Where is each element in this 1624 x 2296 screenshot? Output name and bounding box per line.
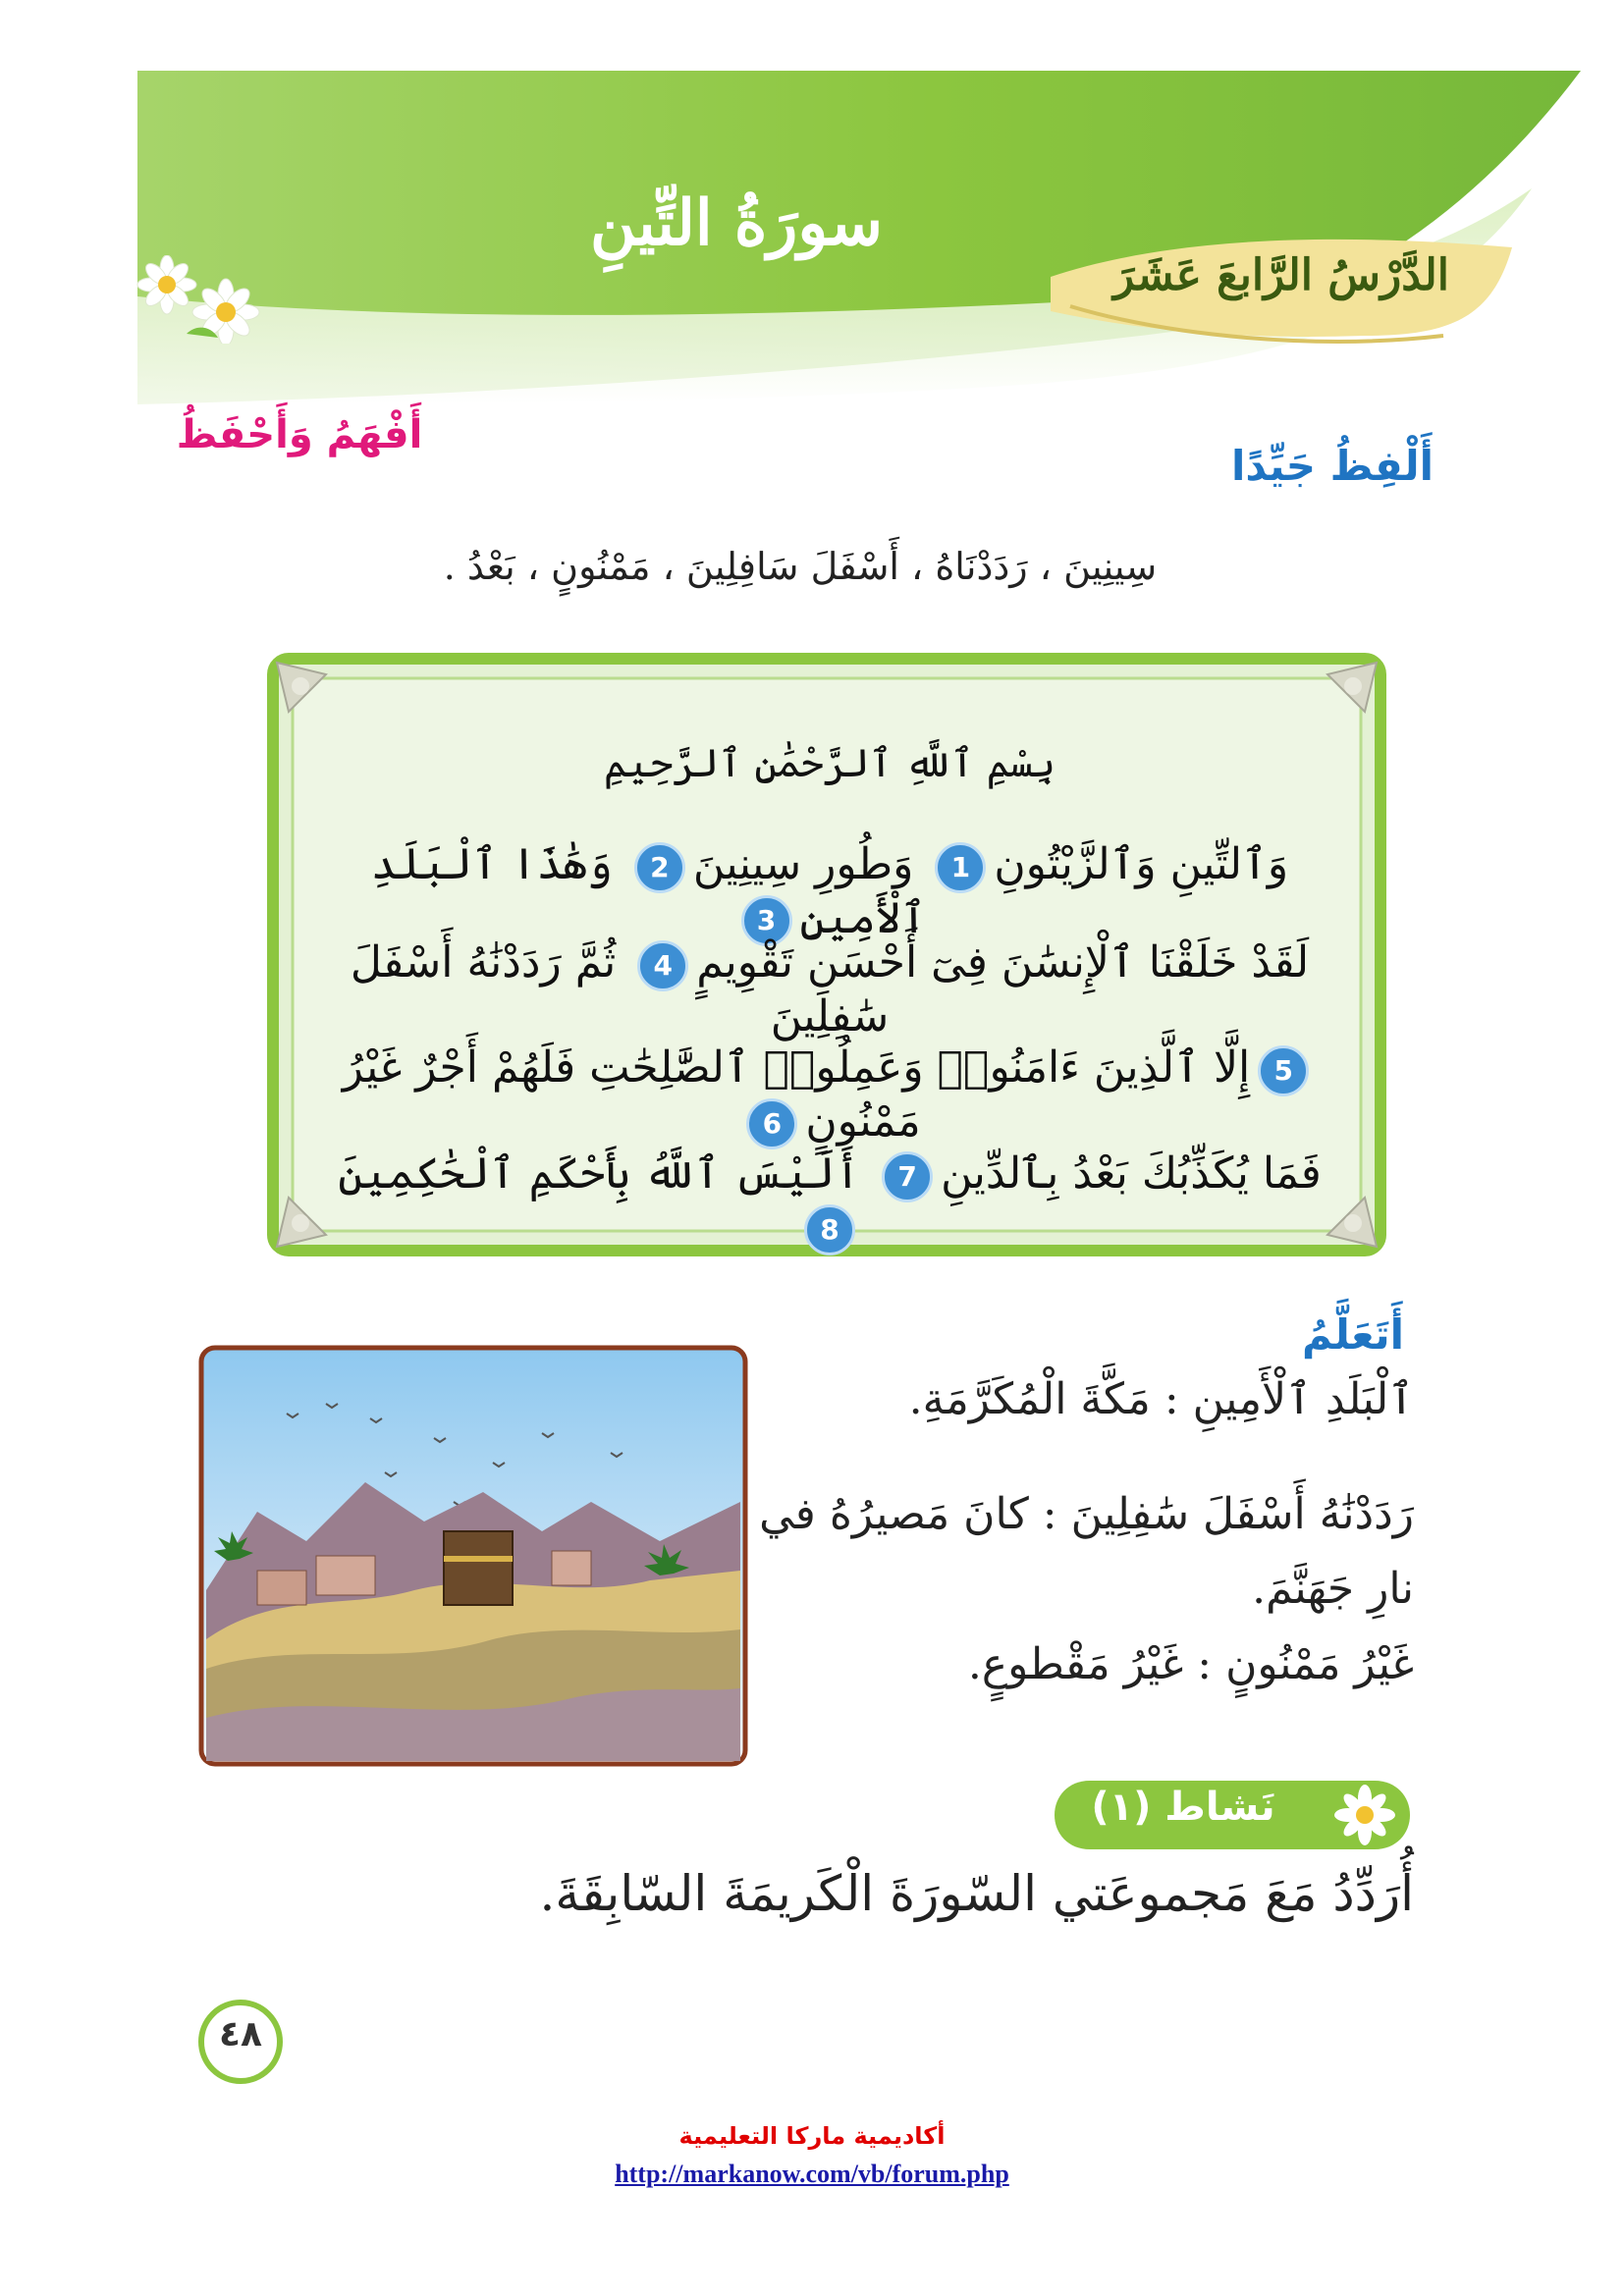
footer-link[interactable]: http://markanow.com/vb/forum.php: [615, 2160, 1009, 2188]
verse-number: 2: [634, 842, 685, 893]
section-pronounce-well: أَلْفِظُ جَيِّدًا: [1230, 442, 1434, 490]
verse-text: إِلَّا ٱلَّذِينَ ءَامَنُوا۟ وَعَمِلُوا۟ ٱلصَّٰلِحَٰتِ فَلَهُمْ أَجْرٌ غَيْرُ مَمْنُونٍ: [342, 1042, 1251, 1147]
basmala: بِسْمِ ٱللَّهِ ٱلرَّحْمَٰنِ ٱلرَّحِيمِ: [603, 741, 1056, 786]
verse-line: [334, 937, 1326, 1041]
definition-2: رَدَدْنَٰهُ أَسْفَلَ سَٰفِلِينَ : كانَ مَصيرُهُ في نارِ جَهَنَّمَ.: [759, 1489, 1414, 1614]
verse-number: 4: [637, 940, 688, 991]
surah-title: سورَةُ التِّينِ: [589, 187, 884, 260]
verse-number: 6: [746, 1098, 797, 1149]
pronounce-words: سِينِينَ ، رَدَدْنَاهُ ، أَسْفَلَ سَافِلِينَ ، مَمْنُونٍ ، بَعْدُ .: [443, 545, 1158, 588]
verse-line: [334, 1042, 1326, 1149]
verse-line: [334, 839, 1326, 946]
footer-academy-name: أكاديمية ماركا التعليمية: [678, 2122, 946, 2150]
verse-number: 5: [1258, 1045, 1309, 1096]
verse-number: 3: [741, 895, 792, 946]
page-number: ٤٨: [219, 2014, 262, 2055]
verse-text: ثُمَّ رَدَدْنَٰهُ أَسْفَلَ سَٰفِلِينَ: [350, 937, 890, 1041]
verse-number: 8: [804, 1204, 855, 1255]
definition-meaning: غَيْرُ مَقْطوعٍ.: [967, 1639, 1184, 1689]
activity-label: نَشاط (١): [1091, 1785, 1275, 1830]
verse-text: وَٱلتِّينِ وَٱلزَّيْتُونِ: [994, 839, 1289, 889]
verse-text: أَلَيْسَ ٱللَّهُ بِأَحْكَمِ ٱلْحَٰكِمِينَ: [338, 1148, 861, 1199]
verse-line: [334, 1148, 1326, 1255]
verse-text: وَهَٰذَا ٱلْبَلَدِ ٱلْأَمِينِ: [370, 839, 927, 943]
verse-text: فَمَا يُكَذِّبُكَ بَعْدُ بِٱلدِّينِ: [941, 1148, 1322, 1199]
activity-text: أُرَدِّدُ مَعَ مَجموعَتي السّورَةَ الْكَريمَةَ السّابِقَةَ.: [539, 1865, 1414, 1922]
verse-number: 7: [882, 1151, 933, 1202]
daisy-decoration: [128, 255, 275, 344]
verse-number: 1: [935, 842, 986, 893]
definition-meaning: مَكَّةَ الْمُكَرَّمَةِ.: [908, 1374, 1151, 1424]
verse-text: لَقَدْ خَلَقْنَا ٱلْإِنسَٰنَ فِىٓ أَحْسَنِ تَقْوِيمٍ: [696, 937, 1310, 988]
lesson-label: الدَّرْسُ الرَّابعَ عَشَرَ: [1113, 250, 1449, 300]
definition-3: غَيْرُ مَمْنُونٍ : غَيْرُ مَقْطوعٍ.: [967, 1639, 1414, 1689]
mecca-illustration: [198, 1345, 748, 1767]
definition-1: ٱلْبَلَدِ ٱلْأَمِينِ : مَكَّةَ الْمُكَرَّمَةِ.: [908, 1374, 1414, 1424]
section-learn: أَتَعَلَّمُ: [1302, 1310, 1404, 1359]
verse-text: وَطُورِ سِينِينَ: [692, 839, 914, 889]
definition-term: ٱلْبَلَدِ ٱلْأَمِينِ: [1192, 1374, 1414, 1424]
section-understand-memorize: أَفْهَمُ وَأَحْفَظُ: [176, 412, 423, 457]
definition-term: غَيْرُ مَمْنُونٍ: [1225, 1639, 1414, 1689]
definition-term: رَدَدْنَٰهُ أَسْفَلَ سَٰفِلِينَ: [1070, 1489, 1414, 1539]
definition-meaning: كانَ مَصيرُهُ في نارِ جَهَنَّمَ.: [759, 1489, 1414, 1614]
